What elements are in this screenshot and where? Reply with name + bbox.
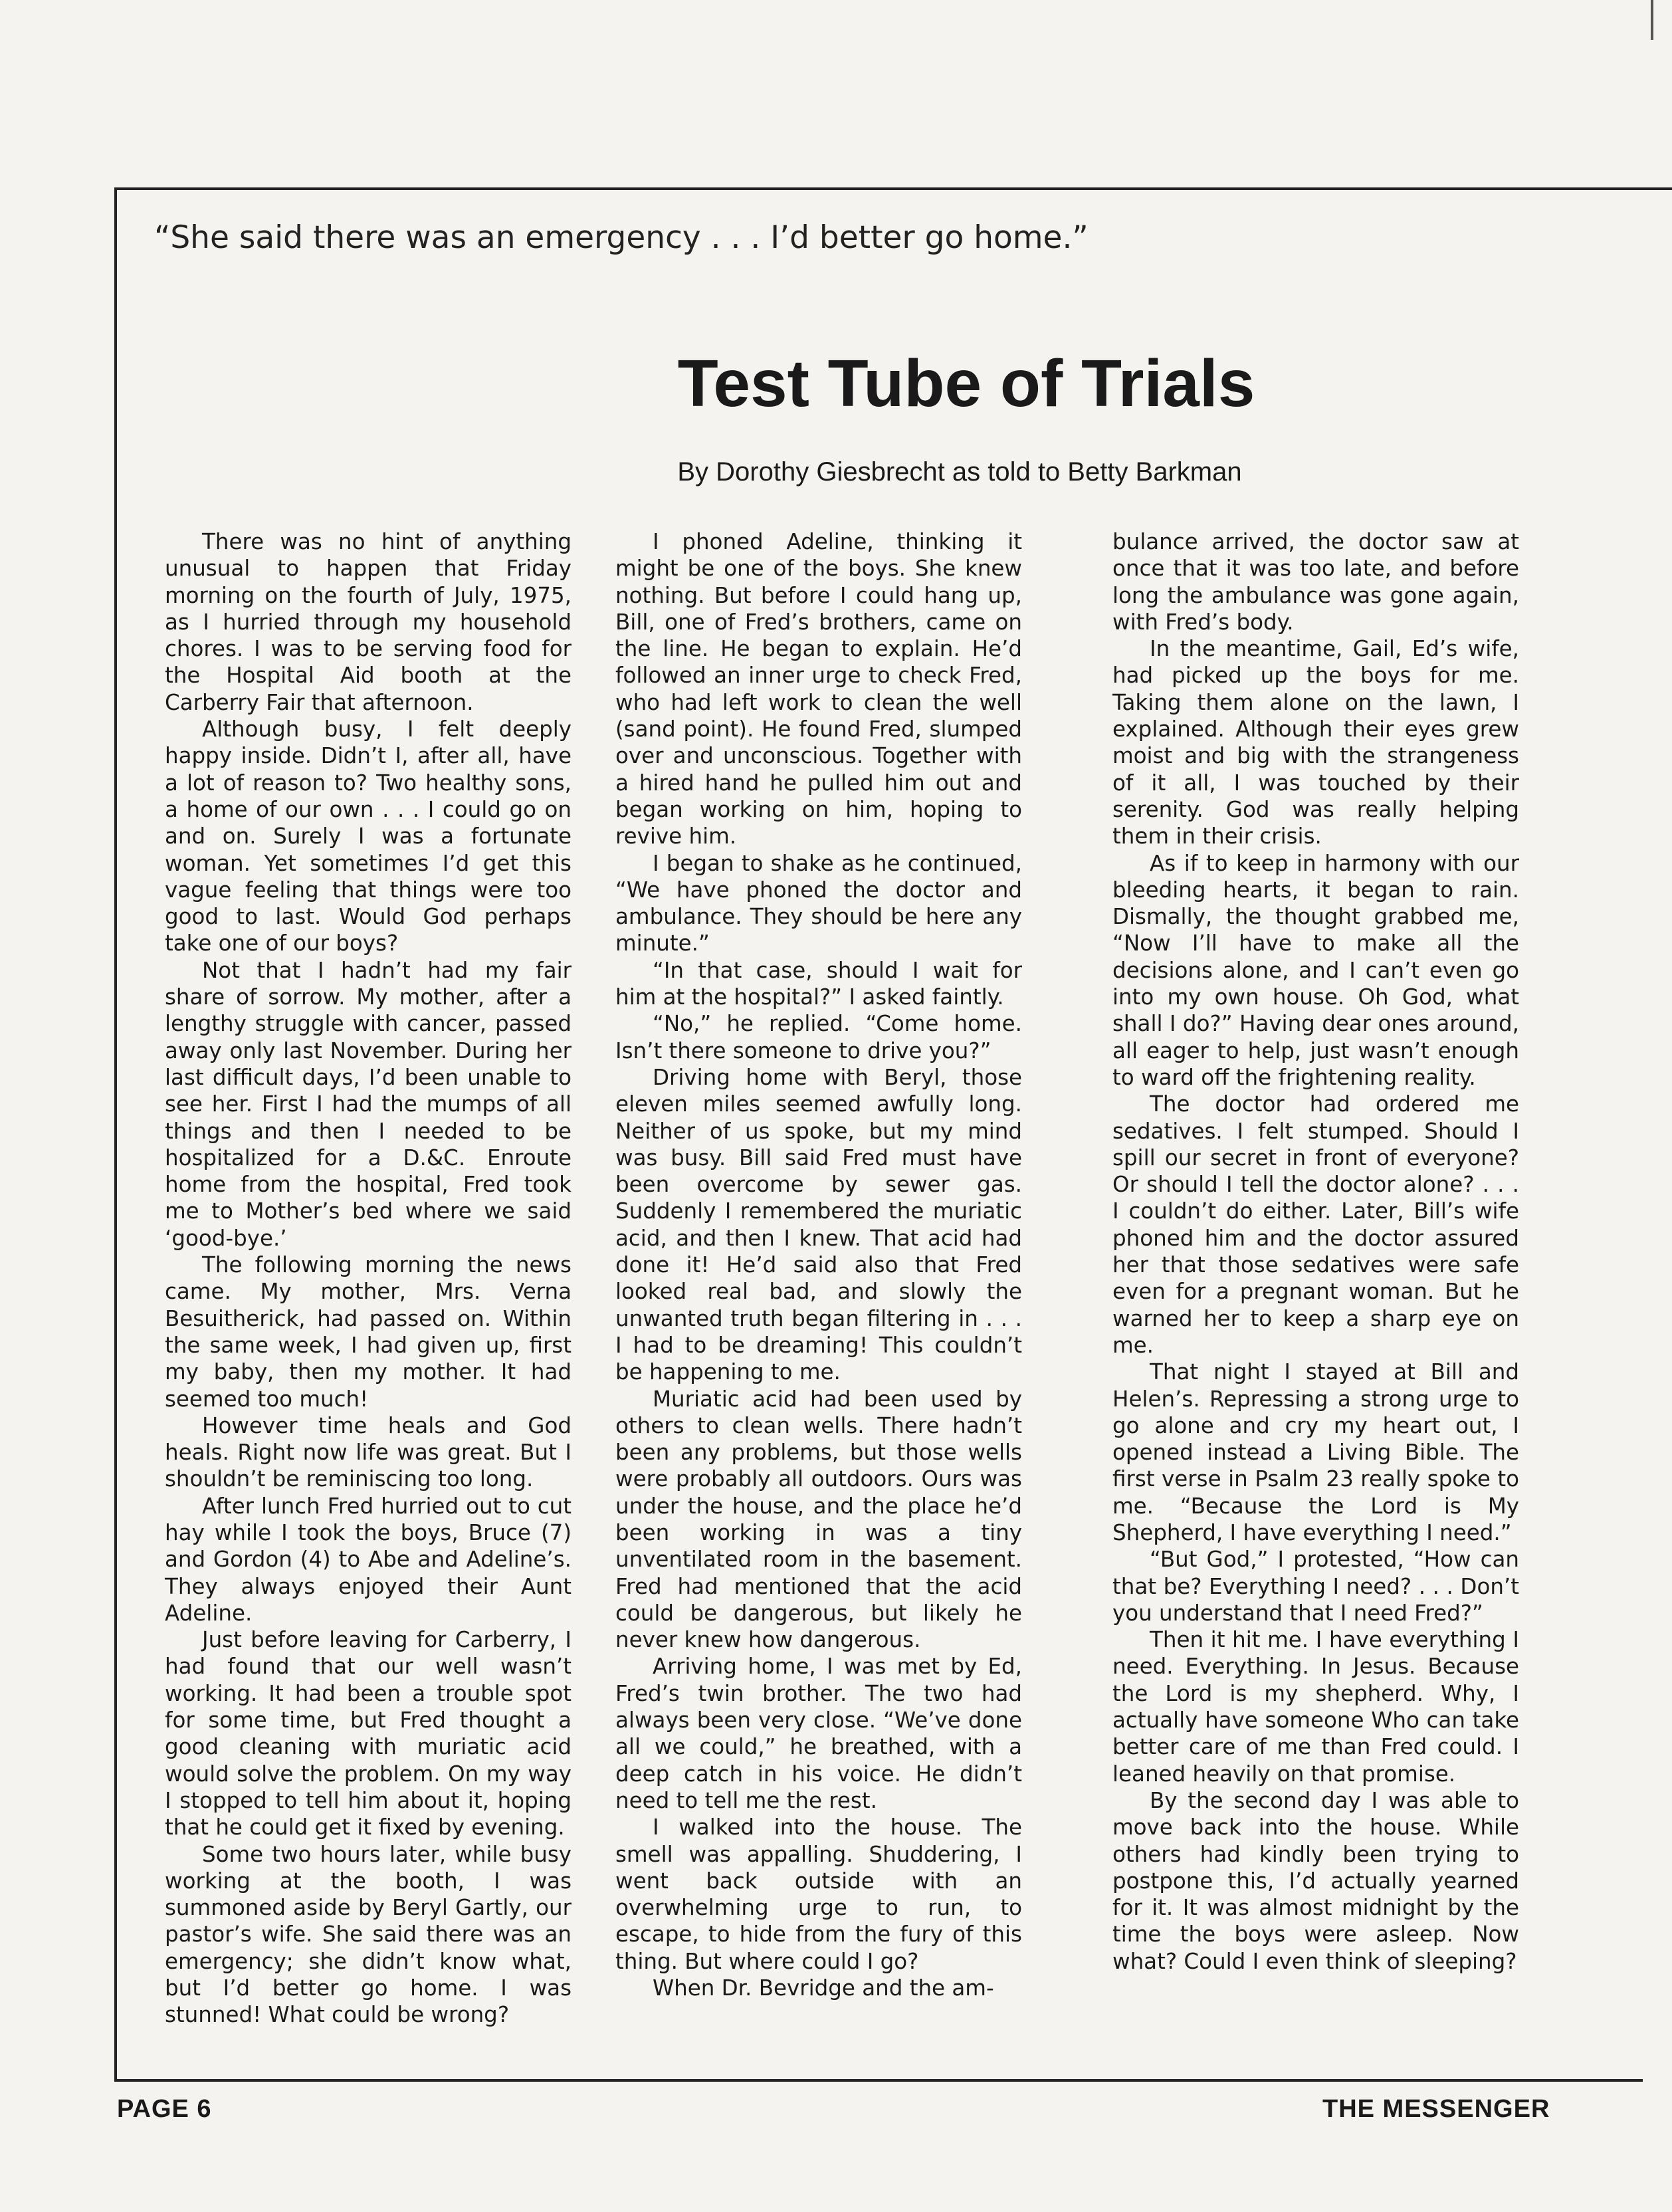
paragraph: As if to keep in harmony with our bleeding hearts, it began to rain. Dismally, the thought grabbed me, “Now I’ll have to make all the decisions alone, and I can’t even go into my own house. Oh God, what shall I do?” Having dear ones around, all eager to help, just wasn’t enough to ward off the frightening reality.	[1112, 850, 1519, 1090]
page-number: PAGE 6	[117, 2095, 212, 2123]
paragraph: In the meantime, Gail, Ed’s wife, had picked up the boys for me. Taking them alone on the lawn, I explained. Although their eyes grew moist and big with the strangeness of it all, I was touched by their serenity. God was really helping them in their crisis.	[1112, 636, 1519, 849]
paragraph: That night I stayed at Bill and Helen’s. Repressing a strong urge to go alone and cry my heart out, I opened instead a Living Bible. The first verse in Psalm 23 really spoke to me. “Because the Lord is My Shepherd, I have everything I need.”	[1112, 1359, 1519, 1545]
pull-quote: “She said there was an emergency . . . I’d better go home.”	[154, 219, 1089, 256]
publication-name: THE MESSENGER	[1322, 2095, 1550, 2123]
paragraph: Driving home with Beryl, those eleven miles seemed awfully long. Neither of us spoke, but my mind was busy. Bill said Fred must have been overcome by sewer gas. Suddenly I remembered the muriatic acid, and then I knew. That acid had done it! He’d said also that Fred looked real bad, and slowly the unwanted truth began filtering in . . . I had to be dreaming! This couldn’t be happening to me.	[615, 1064, 1022, 1385]
paragraph: Muriatic acid had been used by others to clean wells. There hadn’t been any problems, but those wells were probably all outdoors. Ours was under the house, and the place he’d been working in was a tiny unventilated room in the basement. Fred had mentioned that the acid could be dangerous, but likely he never knew how dangerous.	[615, 1386, 1022, 1653]
text-column-1	[165, 528, 572, 2029]
paragraph: Just before leaving for Carberry, I had found that our well wasn’t working. It had been a trouble spot for some time, but Fred thought a good cleaning with muriatic acid would solve the problem. On my way I stopped to tell him about it, hoping that he could get it fixed by evening.	[165, 1627, 572, 1840]
paragraph: When Dr. Bevridge and the am-	[653, 1975, 994, 2001]
paragraph: Then it hit me. I have everything I need. Everything. In Jesus. Because the Lord is my shepherd. Why, I actually have someone Who can take better care of me than Fred could. I leaned heavily on that promise.	[1112, 1627, 1519, 1787]
paragraph: “In that case, should I wait for him at the hospital?” I asked faintly.	[615, 957, 1022, 1010]
paragraph: “No,” he replied. “Come home. Isn’t there someone to drive you?”	[615, 1011, 1022, 1063]
paragraph: I phoned Adeline, thinking it might be one of the boys. She knew nothing. But before I could hang up, Bill, one of Fred’s brothers, came on the line. He began to explain. He’d followed an inner urge to check Fred, who had left work to clean the well (sand point). He found Fred, slumped over and unconscious. Together with a hired hand he pulled him out and began working on him, hoping to revive him.	[615, 529, 1022, 849]
text-column-3	[1112, 528, 1519, 1975]
paragraph: After lunch Fred hurried out to cut hay while I took the boys, Bruce (7) and Gordon (4) to Abe and Adeline’s. They always enjoyed their Aunt Adeline.	[165, 1493, 572, 1626]
paragraph: “But God,” I protested, “How can that be? Everything I need? . . . Don’t you understand that I need Fred?”	[1112, 1547, 1519, 1626]
article-title: Test Tube of Trials	[677, 346, 1255, 421]
paragraph: Some two hours later, while busy working at the booth, I was summoned aside by Beryl Gartly, our pastor’s wife. She said there was an emergency; she didn’t know what, but I’d better go home. I was stunned! What could be wrong?	[165, 1841, 572, 2028]
paragraph: Although busy, I felt deeply happy inside. Didn’t I, after all, have a lot of reason to? Two healthy sons, a home of our own . . . I could go on and on. Surely I was a fortunate woman. Yet sometimes I’d get this vague feeling that things were too good to last. Would God perhaps take one of our boys?	[165, 717, 572, 956]
paragraph: The following morning the news came. My mother, Mrs. Verna Besuitherick, had passed on. Within the same week, I had given up, first my baby, then my mother. It had seemed too much!	[165, 1252, 572, 1412]
paragraph: Arriving home, I was met by Ed, Fred’s twin brother. The two had always been very close. “We’ve done all we could,” he breathed, with a deep catch in his voice. He didn’t need to tell me the rest.	[615, 1654, 1022, 1813]
article-byline: By Dorothy Giesbrecht as told to Betty Barkman	[677, 457, 1242, 487]
paragraph: I walked into the house. The smell was appalling. Shuddering, I went back outside with an overwhelming urge to run, to escape, to hide from the fury of this thing. But where could I go?	[615, 1815, 1022, 1974]
frame-corner-mark	[1651, 0, 1653, 40]
paragraph: However time heals and God heals. Right now life was great. But I shouldn’t be reminiscing too long.	[165, 1412, 572, 1492]
paragraph: There was no hint of anything unusual to happen that Friday morning on the fourth of July, 1975, as I hurried through my household chores. I was to be serving food for the Hospital Aid booth at the Carberry Fair that afternoon.	[165, 529, 572, 715]
text-column-2	[615, 528, 1022, 2001]
frame-top-rule	[114, 187, 1672, 190]
frame-bottom-rule	[114, 2079, 1643, 2082]
paragraph: I began to shake as he continued, “We have phoned the doctor and ambulance. They should be here any minute.”	[615, 850, 1022, 956]
paragraph: bulance arrived, the doctor saw at once that it was too late, and before long the ambulance was gone again, with Fred’s body.	[1112, 529, 1519, 635]
paragraph: By the second day I was able to move back into the house. While others had kindly been trying to postpone this, I’d actually yearned for it. It was almost midnight by the time the boys were asleep. Now what? Could I even think of sleeping?	[1112, 1787, 1519, 1974]
paragraph: The doctor had ordered me sedatives. I felt stumped. Should I spill our secret in front of everyone? Or should I tell the doctor alone? . . . I couldn’t do either. Later, Bill’s wife phoned him and the doctor assured her that those sedatives were safe even for a pregnant woman. But he warned her to keep a sharp eye on me.	[1112, 1091, 1519, 1358]
paragraph: Not that I hadn’t had my fair share of sorrow. My mother, after a lengthy struggle with cancer, passed away only last November. During her last difficult days, I’d been unable to see her. First I had the mumps of all things and then I needed to be hospitalized for a D.&C. Enroute home from the hospital, Fred took me to Mother’s bed where we said ‘good-bye.’	[165, 957, 572, 1251]
